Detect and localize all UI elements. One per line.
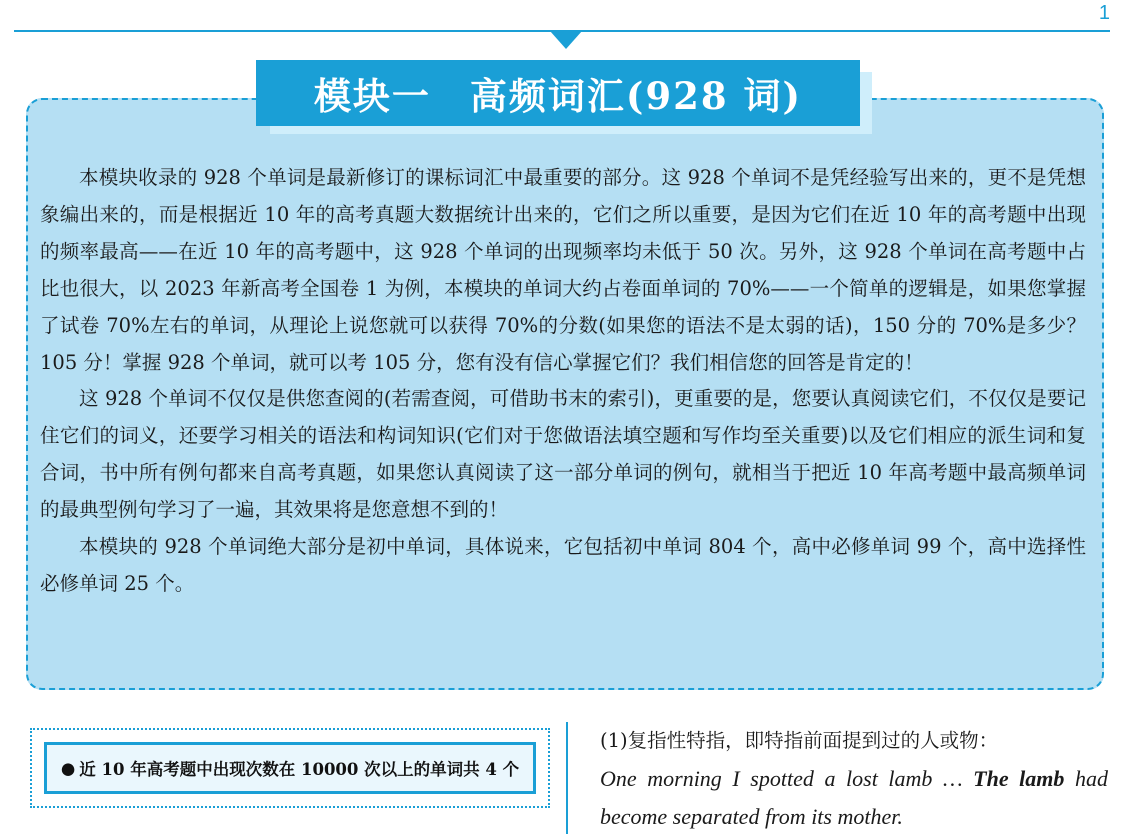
section-heading-box — [30, 728, 550, 808]
page-number: 1 — [1098, 2, 1110, 24]
bullet-icon: ● — [60, 758, 76, 778]
intro-paragraph-2: 这 928 个单词不仅仅是供您查阅的(若需查阅，可借助书末的索引)，更重要的是，您要认真阅读它们，不仅仅是要记住它们的词义，还要学习相关的语法和构词知识(它们对于您做语法填空题和写作均至关重要)以及它们相应的派生词和复合词，书中所有例句都来自高考真题，如果您认真阅读了这一部分单词的例句，就相当于把近 10 年高考题中最高频单词的最典型例句学习了一遍，其效果将是您意想不到的！ — [40, 387, 1086, 522]
intro-paragraph-3: 本模块的 928 个单词绝大部分是初中单词，具体说来，它包括初中单词 804 个，高中必修单词 99 个，高中选择性必修单词 25 个。 — [40, 535, 1086, 595]
section-heading-label: 近 10 年高考题中出现次数在 10000 次以上的单词共 4 个 — [79, 760, 520, 779]
column-divider — [566, 722, 568, 834]
module-title: 模块一 高频词汇(928 词) — [313, 74, 803, 118]
right-column — [600, 722, 1108, 836]
module-title-bar — [256, 60, 860, 126]
intro-text — [40, 160, 1086, 603]
section-heading — [44, 742, 536, 794]
example-sentence — [600, 760, 1108, 836]
example-text-1: One morning I spotted a lost lamb … — [600, 766, 974, 791]
example-bold-phrase: The lamb — [973, 766, 1065, 791]
grammar-point-heading: (1)复指性特指，即特指前面提到过的人或物： — [600, 729, 999, 752]
example-text-2: had become separated from its mother. — [600, 766, 1108, 829]
top-notch-marker — [550, 31, 582, 49]
intro-paragraph-1: 本模块收录的 928 个单词是最新修订的课标词汇中最重要的部分。这 928 个单词不是凭经验写出来的，更不是凭想象编出来的，而是根据近 10 年的高考真题大数据统计出来的，它们之所以重要，是因为它们在近 10 年的高考题中出现的频率最高——在近 10 年的高考题中，这 928 个单词的出现频率均未低于 50 次。另外，这 928 个单词在高考题中占比也很大，以 2023 年新高考全国卷 1 为例，本模块的单词大约占卷面单词的 70%——一个简单的逻辑是，如果您掌握了试卷 70%左右的单词，从理论上说您就可以获得 70%的分数(如果您的语法不是太弱的话)，150 分的 70%是多少？ 105 分！掌握 928 个单词，就可以考 105 分，您有没有信心掌握它们？我们相信您的回答是肯定的！ — [40, 166, 1086, 374]
